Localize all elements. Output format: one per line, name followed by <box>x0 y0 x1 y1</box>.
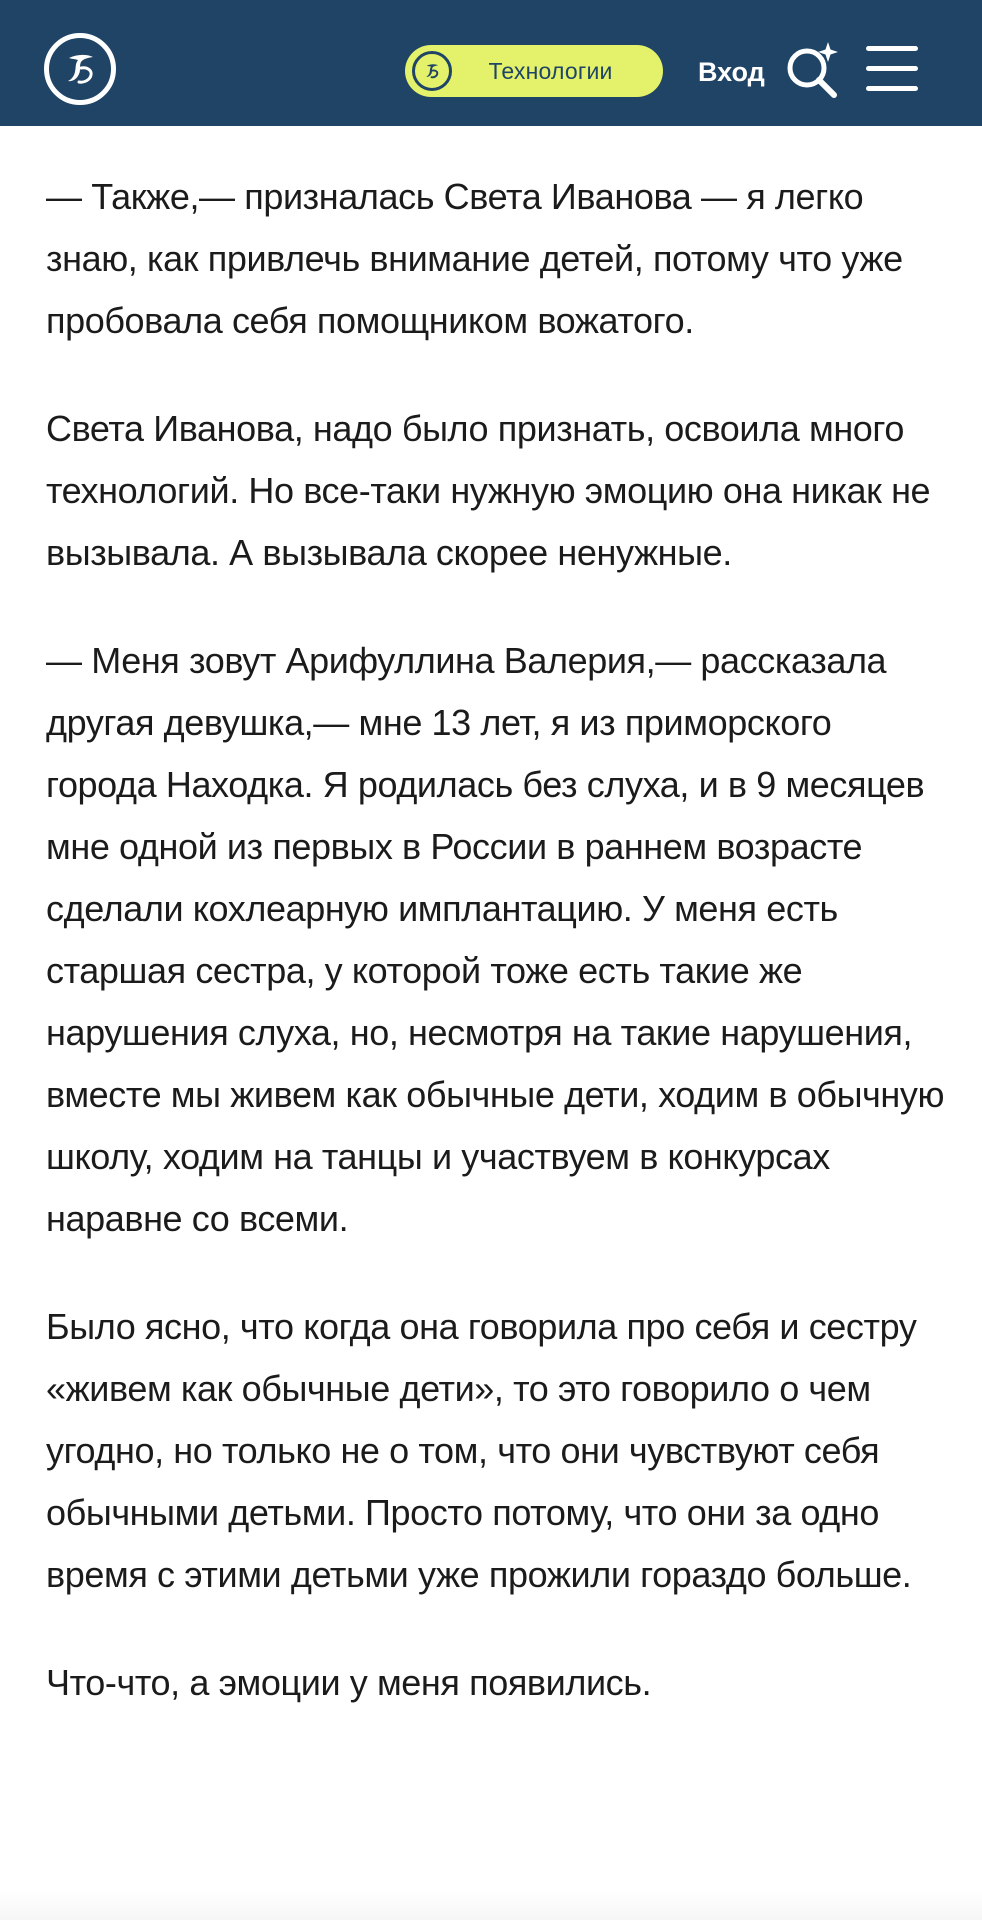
article-paragraph: Что-что, а эмоции у меня появились. <box>46 1662 652 1703</box>
search-sparkle-icon[interactable] <box>782 38 846 102</box>
hamburger-menu-icon[interactable] <box>866 46 918 92</box>
article-paragraph: Света Иванова, надо было признать, освоила много технологий. Но все-таки нужную эмоцию она никак не вызывала. А вызывала скорее ненужные. <box>46 408 931 573</box>
tag-label: Технологии <box>488 57 613 84</box>
logo-monogram-icon[interactable] <box>44 33 116 105</box>
logo-monogram-icon <box>412 51 452 91</box>
article-paragraph: Было ясно, что когда она говорила про себя и сестру «живем как обычные дети», то это говорило о чем угодно, но только не о том, что они чувствуют себя обычными детьми. Просто потому, что они за одно время с этими детьми уже прожили гораздо больше. <box>46 1306 917 1595</box>
tag-technology-button[interactable] <box>405 45 663 97</box>
article-paragraph: — Меня зовут Арифуллина Валерия,— рассказала другая девушка,— мне 13 лет, я из приморского города Находка. Я родилась без слуха, и в 9 месяцев мне одной из первых в России в раннем возрасте сделали кохлеарную имплантацию. У меня есть старшая сестра, у которой тоже есть такие же нарушения слуха, но, несмотря на такие нарушения, вместе мы живем как обычные дети, ходим в обычную школу, ходим на танцы и участвуем в конкурсах наравне со всеми. <box>46 640 945 1239</box>
article-paragraph: — Также,— призналась Света Иванова — я легко знаю, как привлечь внимание детей, потому что уже пробовала себя помощником вожатого. <box>46 176 903 341</box>
login-link[interactable]: Вход <box>698 57 765 87</box>
site-header <box>0 0 982 126</box>
bottom-fade <box>0 1890 982 1920</box>
logo-glyph <box>57 46 103 92</box>
article-body <box>46 166 946 1760</box>
